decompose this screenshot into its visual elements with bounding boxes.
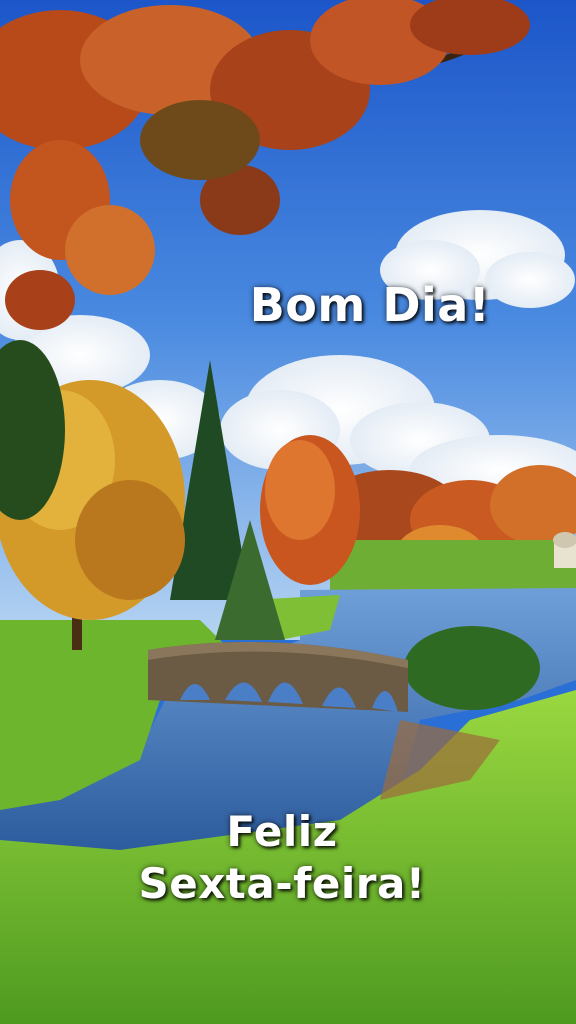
greeting-top: Bom Dia! <box>249 278 491 332</box>
greeting-bottom-line1: Feliz <box>226 807 338 856</box>
temple <box>553 532 576 568</box>
bush <box>404 626 540 710</box>
orange-tree <box>260 435 360 585</box>
greeting-bottom-line2: Sexta-feira! <box>138 859 426 908</box>
greeting-bottom <box>0 806 570 910</box>
stone-bridge <box>148 642 408 712</box>
